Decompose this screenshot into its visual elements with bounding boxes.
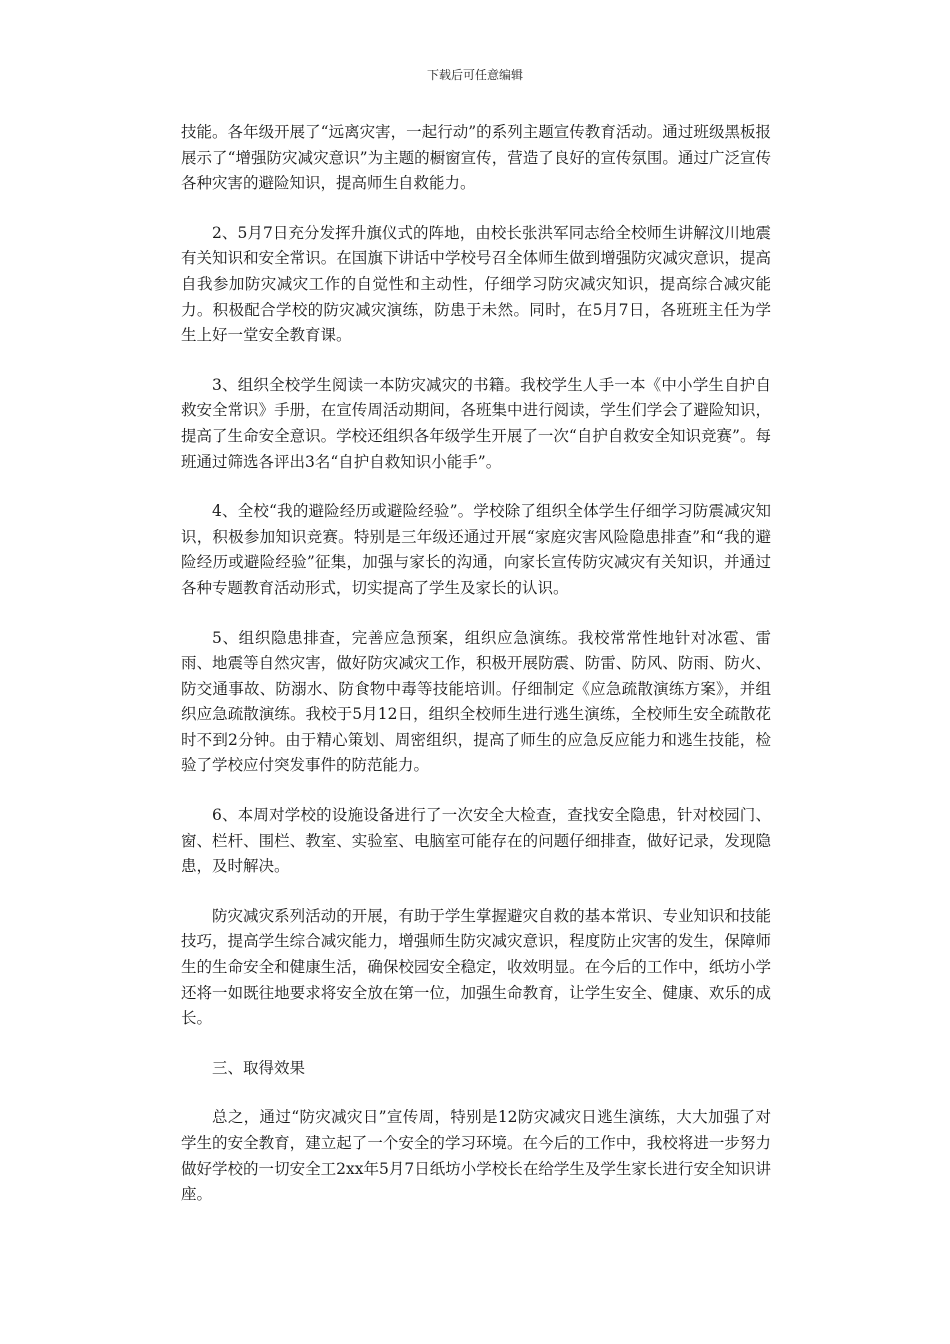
paragraph-continuation: 技能。各年级开展了“远离灾害，一起行动”的系列主题宣传教育活动。通过班级黑板报展示了“增强防灾减灾意识”为主题的橱窗宣传，营造了良好的宣传氛围。通过广泛宣传各种灾害的避险知识，提高师生自救能力。	[181, 123, 771, 193]
paragraph-item-2: 2、5月7日充分发挥升旗仪式的阵地，由校长张洪军同志给全校师生讲解汶川地震有关知识和安全常识。在国旗下讲话中学校号召全体师生做到增强防灾减灾意识，提高自我参加防灾减灾工作的自觉性和主动性，仔细学习防灾减灾知识，提高综合减灾能力。积极配合学校的防灾减灾演练，防患于未然。同时，在5月7日，各班班主任为学生上好一堂安全教育课。	[181, 223, 771, 345]
paragraph-conclusion: 总之，通过“防灾减灾日”宣传周，特别是12防灾减灾日逃生演练，大大加强了对学生的安全教育，建立起了一个安全的学习环境。在今后的工作中，我校将进一步努力做好学校的一切安全工2xx年5月7日纸坊小学校长在给学生及学生家长进行安全知识讲座。	[181, 1108, 771, 1204]
document-body	[181, 120, 771, 1232]
paragraph-item-3: 3、组织全校学生阅读一本防灾减灾的书籍。我校学生人手一本《中小学生自护自救安全常识》手册，在宣传周活动期间，各班集中进行阅读，学生们学会了避险知识，提高了生命安全意识。学校还组织各年级学生开展了一次“自护自救安全知识竞赛”。每班通过筛选各评出3名“自护自救知识小能手”。	[181, 375, 771, 471]
paragraph-summary: 防灾减灾系列活动的开展，有助于学生掌握避灾自救的基本常识、专业知识和技能技巧，提高学生综合减灾能力，增强师生防灾减灾意识，程度防止灾害的发生，保障师生的生命安全和健康生活，确保校园安全稳定，收效明显。在今后的工作中，纸坊小学还将一如既往地要求将安全放在第一位，加强生命教育，让学生安全、健康、欢乐的成长。	[181, 906, 771, 1028]
page-header: 下载后可任意编辑	[426, 68, 523, 82]
paragraph-item-6: 6、本周对学校的设施设备进行了一次安全大检查，查找安全隐患，针对校园门、窗、栏杆、围栏、教室、实验室、电脑室可能存在的问题仔细排查，做好记录，发现隐患，及时解决。	[181, 806, 771, 876]
paragraph-item-5: 5、组织隐患排查，完善应急预案，组织应急演练。我校常常性地针对冰雹、雷雨、地震等自然灾害，做好防灾减灾工作，积极开展防震、防雷、防风、防雨、防火、防交通事故、防溺水、防食物中毒等技能培训。仔细制定《应急疏散演练方案》，并组织应急疏散演练。我校于5月12日，组织全校师生进行逃生演练，全校师生安全疏散花时不到2分钟。由于精心策划、周密组织，提高了师生的应急反应能力和逃生技能，检验了学校应付突发事件的防范能力。	[181, 628, 771, 775]
section-heading-results: 三、取得效果	[212, 1058, 306, 1077]
paragraph-item-4: 4、全校“我的避险经历或避险经验”。学校除了组织全体学生仔细学习防震减灾知识，积极参加知识竞赛。特别是三年级还通过开展“家庭灾害风险隐患排查”和“我的避险经历或避险经验”征集，加强与家长的沟通，向家长宣传防灾减灾有关知识，并通过各种专题教育活动形式，切实提高了学生及家长的认识。	[181, 502, 771, 597]
